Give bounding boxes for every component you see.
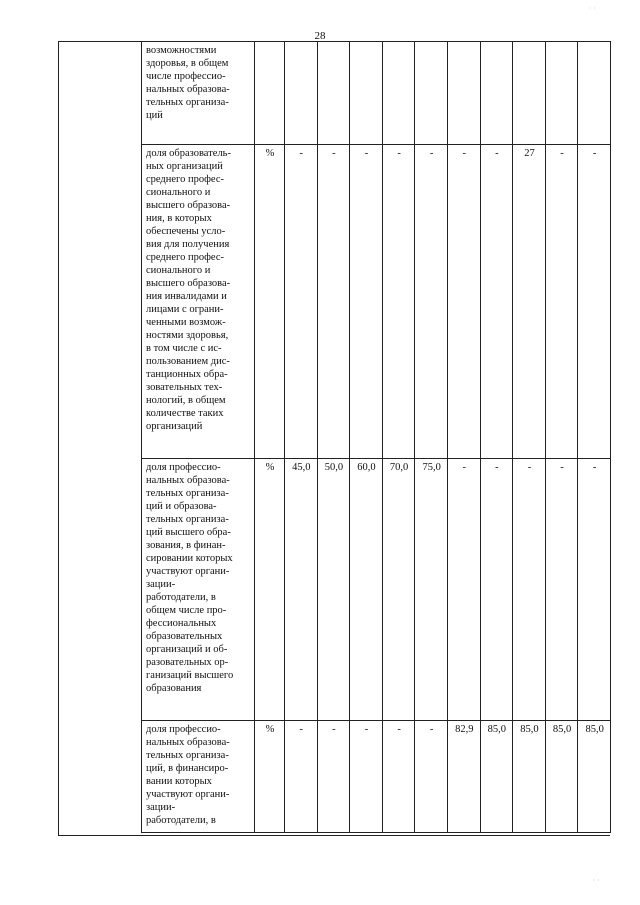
value-cell: 85,0 bbox=[480, 721, 513, 833]
value-cell: - bbox=[317, 721, 350, 833]
indicator-description-cell bbox=[142, 42, 255, 145]
value-cell bbox=[578, 42, 611, 145]
value-cell bbox=[415, 42, 448, 145]
value-cell: - bbox=[382, 721, 415, 833]
value-cell: 50,0 bbox=[317, 459, 350, 721]
value-cell: - bbox=[415, 145, 448, 459]
value-cell bbox=[382, 42, 415, 145]
indicator-description-cell bbox=[142, 459, 255, 721]
value-cell bbox=[317, 42, 350, 145]
value-cell: 85,0 bbox=[578, 721, 611, 833]
value-cell: 85,0 bbox=[545, 721, 578, 833]
value-cell: - bbox=[317, 145, 350, 459]
value-cell bbox=[447, 42, 480, 145]
value-cell: - bbox=[285, 145, 318, 459]
scan-mark-bottom: · · bbox=[592, 876, 600, 885]
value-cell: - bbox=[513, 459, 546, 721]
value-cell: - bbox=[447, 145, 480, 459]
indicator-description-cell bbox=[142, 721, 255, 833]
value-cell: - bbox=[578, 145, 611, 459]
unit-cell: % bbox=[255, 145, 285, 459]
page-number: 28 bbox=[314, 30, 326, 42]
value-cell: - bbox=[415, 721, 448, 833]
indicator-description: возможностями здоровья, в общем числе профессио- нальных образова- тельных организа- ций bbox=[146, 45, 230, 121]
unit-cell: % bbox=[255, 459, 285, 721]
table-body bbox=[142, 42, 611, 833]
table-row bbox=[142, 459, 611, 721]
value-cell bbox=[350, 42, 383, 145]
value-cell: 27 bbox=[513, 145, 546, 459]
value-cell: 45,0 bbox=[285, 459, 318, 721]
table-row bbox=[142, 145, 611, 459]
scan-mark-top: · · bbox=[588, 4, 596, 13]
value-cell: - bbox=[578, 459, 611, 721]
value-cell: 75,0 bbox=[415, 459, 448, 721]
value-cell: - bbox=[285, 721, 318, 833]
value-cell: 82,9 bbox=[447, 721, 480, 833]
value-cell: - bbox=[545, 145, 578, 459]
value-cell: - bbox=[350, 721, 383, 833]
indicator-description-cell bbox=[142, 145, 255, 459]
value-cell: 70,0 bbox=[382, 459, 415, 721]
indicator-description: доля профессио- нальных образова- тельных организа- ций и образова- тельных организа- ций высшего обра- зования, в финан- сировании которых участвуют органи- зации- работодатели, в общем числе про- фессиональных образовательных организаций и об- разовательных ор- ганизаций высшего образования bbox=[146, 462, 234, 694]
value-cell: - bbox=[447, 459, 480, 721]
indicator-description: доля профессио- нальных образова- тельных организа- ций, в финансиро- вании которых участвуют органи- зации- работодатели, в bbox=[146, 724, 230, 826]
value-cell bbox=[285, 42, 318, 145]
value-cell bbox=[545, 42, 578, 145]
value-cell: 60,0 bbox=[350, 459, 383, 721]
value-cell: 85,0 bbox=[513, 721, 546, 833]
value-cell: - bbox=[382, 145, 415, 459]
indicator-description: доля образователь- ных организаций среднего профес- сионального и высшего образова- ния, в которых обеспечены усло- вия для получения среднего профес- сионального и высшего образова- ния инвалидами и лицами с ограни- ченными возмож- ностями здоровья, в том числе с ис- пользованием дис- танционных обра- зовательных тех- нологий, в общем количестве таких организаций bbox=[146, 148, 231, 432]
value-cell bbox=[513, 42, 546, 145]
indicators-table bbox=[141, 41, 611, 833]
value-cell: - bbox=[350, 145, 383, 459]
value-cell: - bbox=[480, 459, 513, 721]
value-cell bbox=[480, 42, 513, 145]
table-row bbox=[142, 42, 611, 145]
unit-cell: % bbox=[255, 721, 285, 833]
unit-cell bbox=[255, 42, 285, 145]
value-cell: - bbox=[545, 459, 578, 721]
value-cell: - bbox=[480, 145, 513, 459]
table-row bbox=[142, 721, 611, 833]
